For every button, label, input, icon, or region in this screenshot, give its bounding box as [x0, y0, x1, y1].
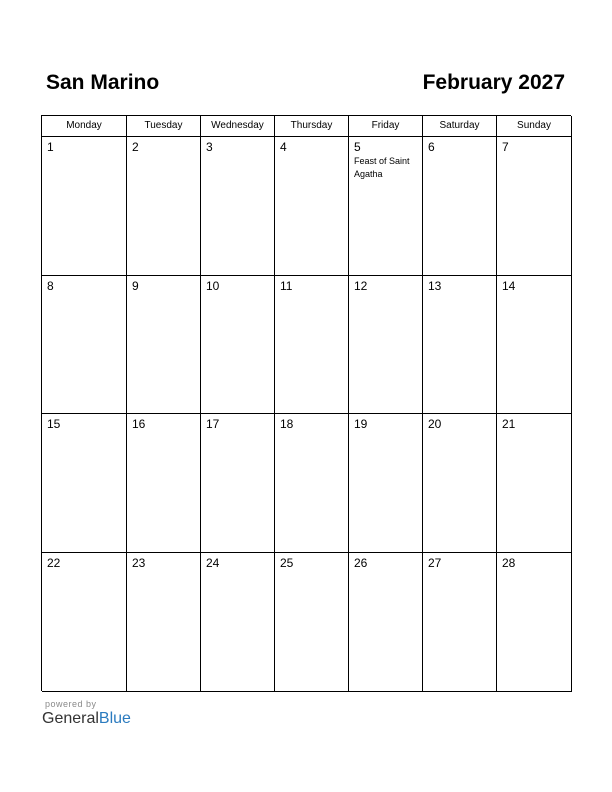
day-number: 27 [428, 556, 442, 570]
day-cell [423, 414, 497, 553]
weekday-header-wednesday: Wednesday [201, 116, 275, 137]
day-number: 11 [280, 279, 293, 293]
generalblue-logo-link[interactable] [42, 710, 131, 728]
day-number: 22 [47, 556, 61, 570]
country-title: San Marino [46, 71, 160, 94]
day-cell [349, 137, 423, 276]
day-number: 4 [280, 140, 287, 154]
day-number: 18 [280, 417, 294, 431]
day-number: 17 [206, 417, 220, 431]
day-cell [497, 414, 572, 553]
day-cell [127, 137, 201, 276]
day-number: 20 [428, 417, 442, 431]
day-cell [127, 276, 201, 414]
day-cell [497, 553, 572, 692]
day-number: 15 [47, 417, 61, 431]
day-number: 2 [132, 140, 139, 154]
powered-by-text: powered by [45, 699, 97, 709]
day-number: 28 [502, 556, 516, 570]
day-cell [275, 553, 349, 692]
day-cell [275, 137, 349, 276]
day-number: 8 [47, 279, 54, 293]
day-number: 21 [502, 417, 516, 431]
day-cell [497, 276, 572, 414]
day-cell [201, 137, 275, 276]
day-number: 9 [132, 279, 139, 293]
day-cell [349, 276, 423, 414]
weekday-header-tuesday: Tuesday [127, 116, 201, 137]
month-year-title: February 2027 [422, 71, 565, 94]
holiday-label: Feast of Saint Agatha [354, 156, 410, 179]
day-cell [275, 414, 349, 553]
brand-name-part2: Blue [98, 710, 131, 727]
weekday-header-friday: Friday [349, 116, 423, 137]
day-cell [423, 553, 497, 692]
day-number: 26 [354, 556, 368, 570]
day-cell [349, 414, 423, 553]
day-cell [42, 414, 127, 553]
day-number: 6 [428, 140, 435, 154]
day-number: 13 [428, 279, 442, 293]
day-cell [497, 137, 572, 276]
day-cell [127, 553, 201, 692]
day-number: 24 [206, 556, 220, 570]
brand-name-part1: General [42, 710, 99, 727]
day-number: 23 [132, 556, 146, 570]
weekday-header-thursday: Thursday [275, 116, 349, 137]
weekday-header-sunday: Sunday [497, 116, 572, 137]
day-number: 3 [206, 140, 213, 154]
day-cell [201, 414, 275, 553]
day-number: 1 [47, 140, 54, 154]
day-number: 10 [206, 279, 220, 293]
day-cell [201, 553, 275, 692]
day-cell [42, 553, 127, 692]
day-cell [127, 414, 201, 553]
day-number: 7 [502, 140, 509, 154]
day-number: 16 [132, 417, 146, 431]
day-cell [423, 276, 497, 414]
day-cell [349, 553, 423, 692]
day-cell [201, 276, 275, 414]
day-number: 5 [354, 140, 361, 154]
day-number: 19 [354, 417, 368, 431]
day-cell [423, 137, 497, 276]
calendar-grid [41, 115, 571, 691]
weekday-header-saturday: Saturday [423, 116, 497, 137]
day-cell [42, 276, 127, 414]
day-number: 25 [280, 556, 294, 570]
weekday-header-monday: Monday [42, 116, 127, 137]
day-number: 12 [354, 279, 368, 293]
day-cell [275, 276, 349, 414]
day-number: 14 [502, 279, 516, 293]
day-cell [42, 137, 127, 276]
